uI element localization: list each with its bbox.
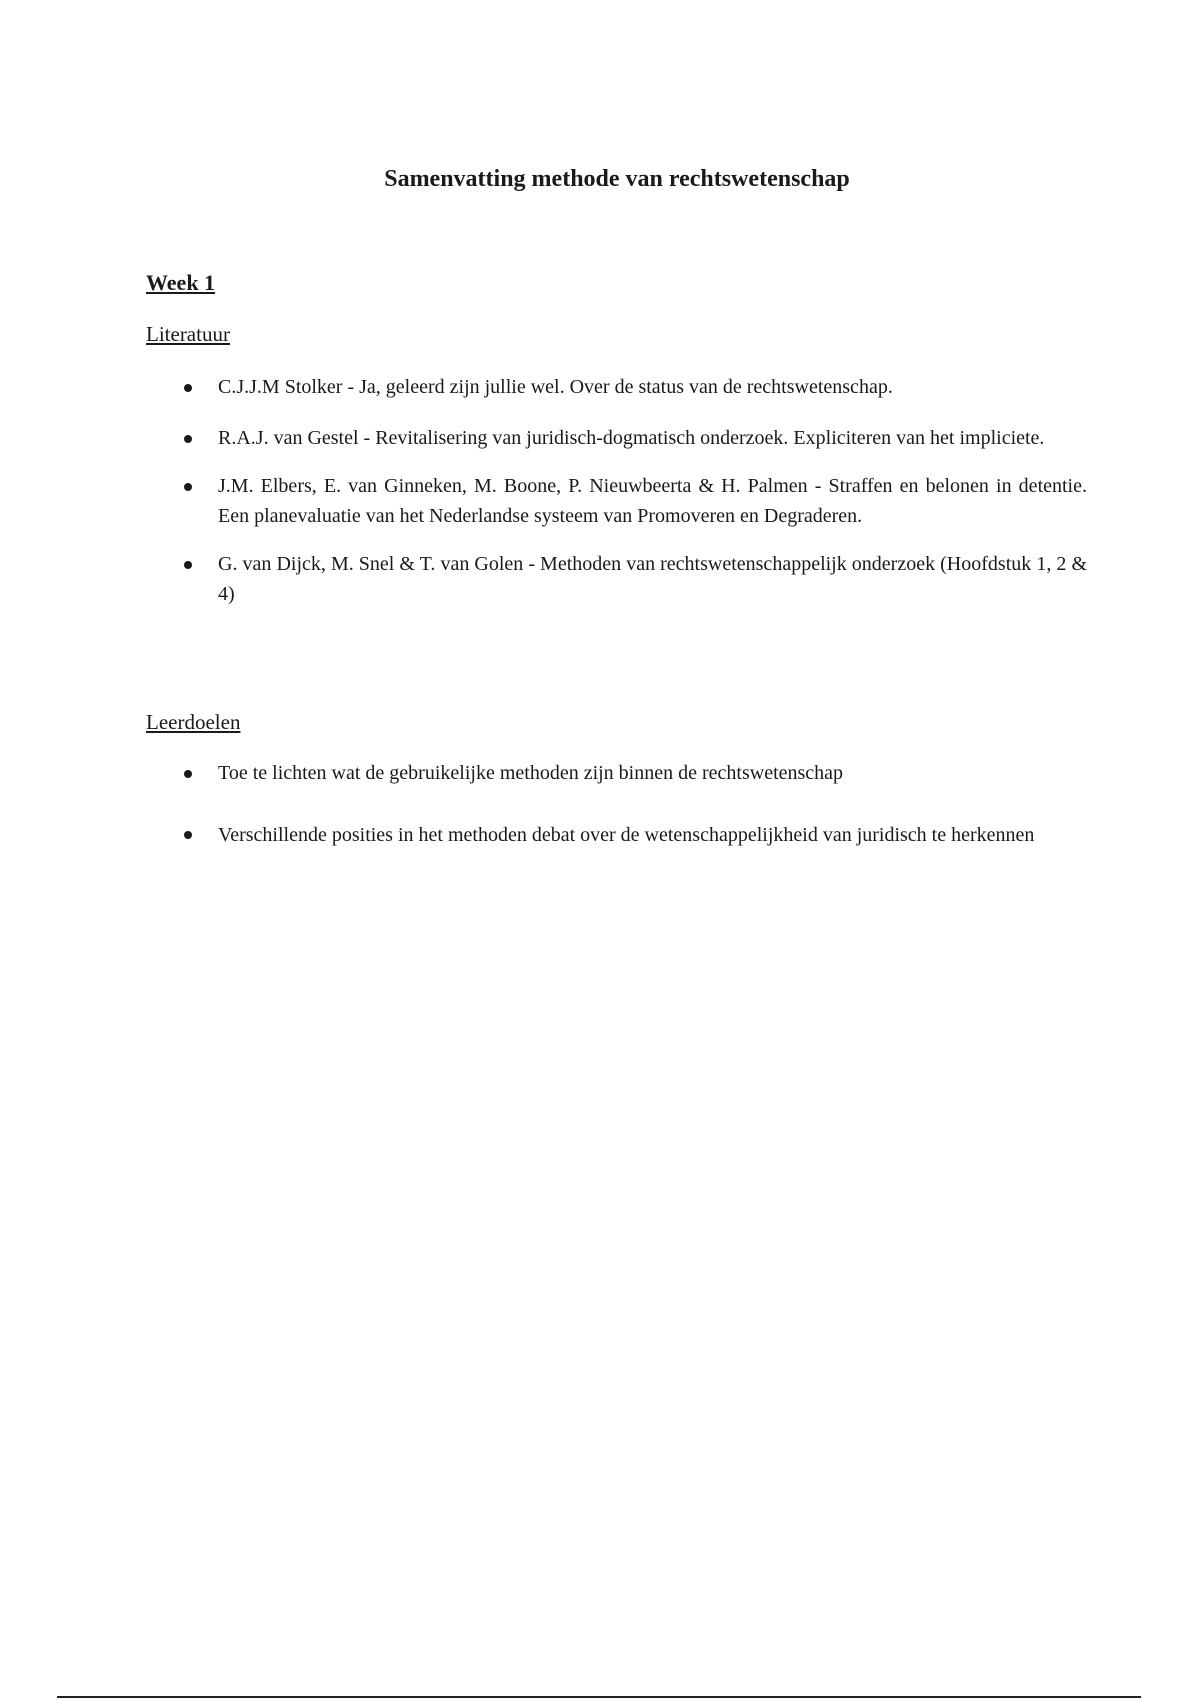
literature-list xyxy=(146,372,1087,609)
list-item xyxy=(146,372,1087,402)
literature-item-text: J.M. Elbers, E. van Ginneken, M. Boone, P. Nieuwbeerta & H. Palmen - Straffen en belonen in detentie. Een planevaluatie van het Nederlandse systeem van Promoveren en Degraderen. xyxy=(218,475,1087,527)
list-item xyxy=(146,758,1087,788)
document-title: Samenvatting methode van rechtswetenschap xyxy=(384,166,850,192)
bullet-icon xyxy=(184,831,192,839)
literature-heading: Literatuur xyxy=(146,322,230,346)
bullet-icon xyxy=(184,384,192,392)
footer-divider xyxy=(57,1696,1141,1698)
list-item xyxy=(146,471,1087,531)
list-item xyxy=(146,549,1087,609)
week-heading: Week 1 xyxy=(146,270,216,295)
bullet-icon xyxy=(184,770,192,778)
literature-item-text: G. van Dijck, M. Snel & T. van Golen - Methoden van rechtswetenschappelijk onderzoek (Hoofdstuk 1, 2 & 4) xyxy=(218,553,1087,605)
literature-item-text: R.A.J. van Gestel - Revitalisering van juridisch-dogmatisch onderzoek. Expliciteren van het impliciete. xyxy=(218,427,1045,449)
learning-goal-text: Toe te lichten wat de gebruikelijke methoden zijn binnen de rechtswetenschap xyxy=(218,762,844,784)
bullet-icon xyxy=(184,483,192,491)
list-item xyxy=(146,423,1087,453)
learning-goals-heading: Leerdoelen xyxy=(146,710,241,734)
learning-goals-list xyxy=(146,758,1087,854)
literature-item-text: C.J.J.M Stolker - Ja, geleerd zijn jullie wel. Over de status van de rechtswetenschap. xyxy=(218,376,893,398)
list-item xyxy=(146,816,1087,854)
learning-goal-text: Verschillende posities in het methoden debat over de wetenschappelijkheid van juridisch te herkennen xyxy=(218,824,1035,846)
bullet-icon xyxy=(184,435,192,443)
bullet-icon xyxy=(184,561,192,569)
